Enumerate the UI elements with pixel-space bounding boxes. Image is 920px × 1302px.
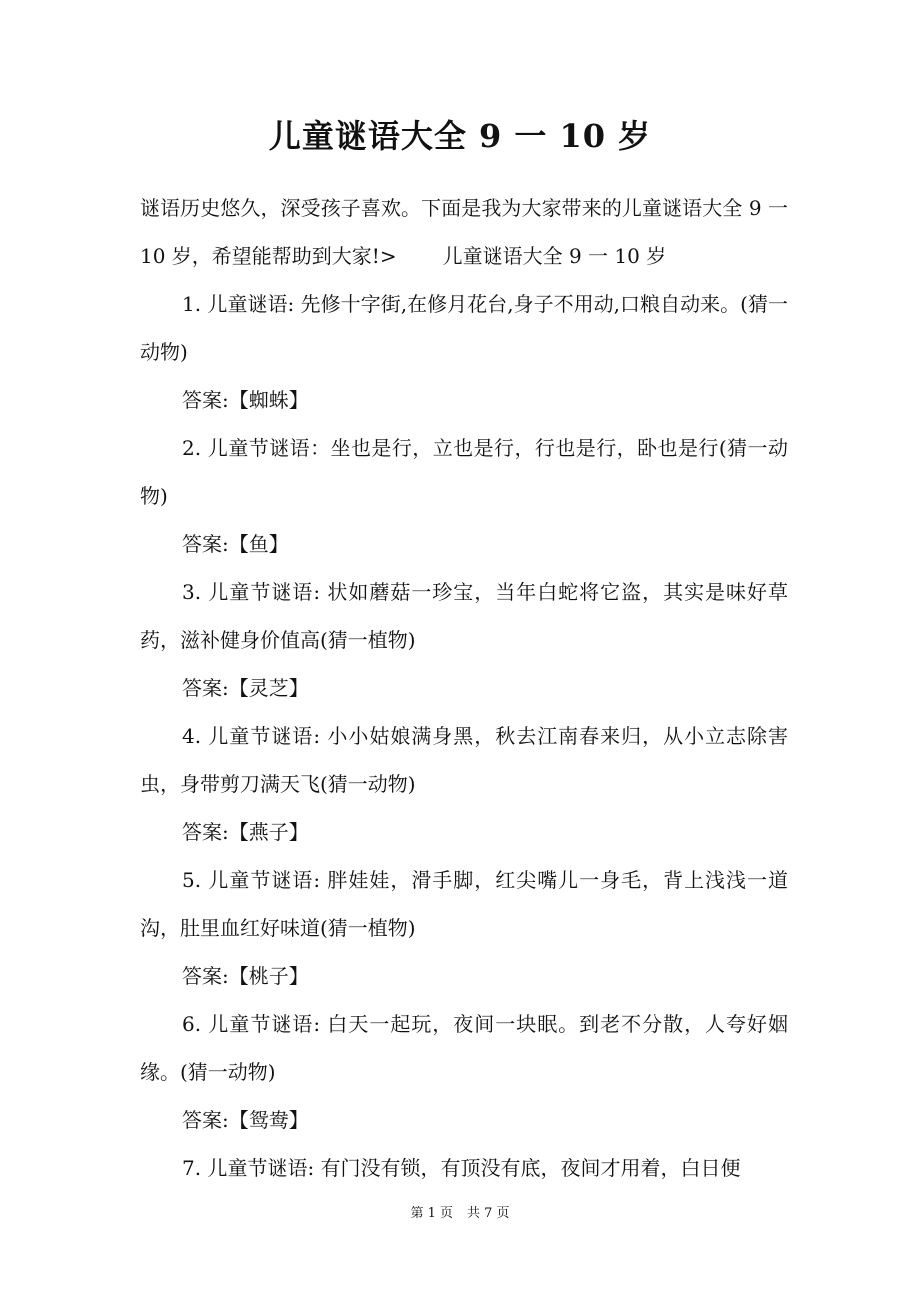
page-number: 第 1 页 — [410, 1206, 453, 1221]
riddle-question: 4. 儿童节谜语: 小小姑娘满身黑，秋去江南春来归，从小立志除害虫，身带剪刀满天飞(猜一动物) — [140, 724, 788, 796]
riddle-answer: 答案:【蜘蛛】 — [182, 388, 309, 412]
page-footer — [0, 1204, 920, 1224]
riddle-question: 5. 儿童节谜语: 胖娃娃，滑手脚，红尖嘴儿一身毛，背上浅浅一道沟，肚里血红好味道(猜一植物) — [140, 868, 788, 940]
riddle-question: 2. 儿童节谜语：坐也是行，立也是行，行也是行，卧也是行(猜一动物) — [140, 436, 788, 508]
riddle-question: 6. 儿童节谜语: 白天一起玩，夜间一块眠。到老不分散，人夸好姻缘。(猜一动物) — [140, 1012, 788, 1084]
riddle-answer: 答案:【鱼】 — [182, 532, 289, 556]
document-title: 儿童谜语大全 9 一 10 岁 — [268, 117, 652, 155]
riddle-answer: 答案:【燕子】 — [182, 820, 309, 844]
riddle-answer: 答案:【桃子】 — [182, 964, 309, 988]
intro-paragraph — [140, 184, 788, 280]
page-total: 共 7 页 — [467, 1206, 510, 1221]
riddle-answer: 答案:【灵芝】 — [182, 676, 309, 700]
intro-repeat-title: 儿童谜语大全 9 一 10 岁 — [442, 244, 667, 268]
riddle-question: 3. 儿童节谜语: 状如蘑菇一珍宝，当年白蛇将它盗，其实是味好草药，滋补健身价值高(猜一植物) — [140, 580, 788, 652]
riddle-answer: 答案:【鸳鸯】 — [182, 1108, 309, 1132]
riddle-question: 1. 儿童谜语: 先修十字街,在修月花台,身子不用动,口粮自动来。(猜一动物) — [140, 292, 788, 364]
document-body — [140, 184, 788, 1192]
intro-text: 谜语历史悠久，深受孩子喜欢。下面是我为大家带来的儿童谜语大全 9 一 10 岁，希望能帮助到大家!> — [140, 196, 788, 268]
riddle-question: 7. 儿童节谜语: 有门没有锁，有顶没有底，夜间才用着，白日便 — [182, 1156, 741, 1180]
